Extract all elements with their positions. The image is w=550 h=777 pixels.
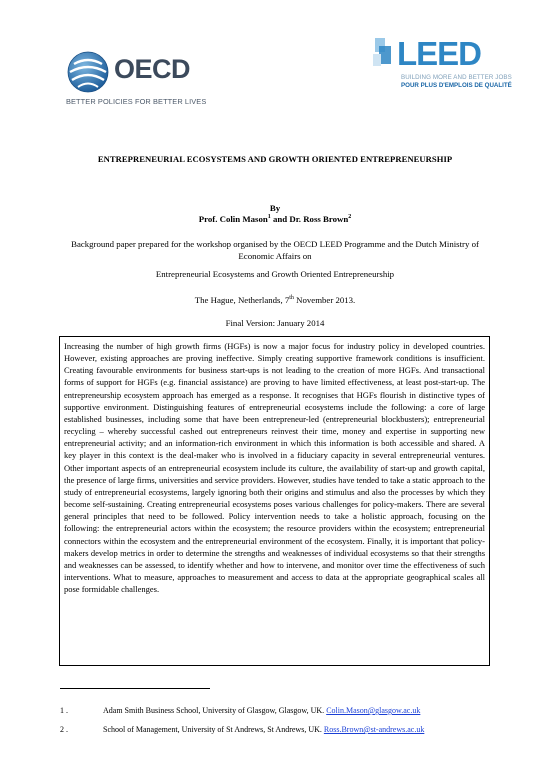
place-suffix: November 2013. — [293, 295, 356, 305]
version-line: Final Version: January 2014 — [225, 318, 325, 328]
oecd-globe-icon — [66, 50, 110, 94]
background-note: Background paper prepared for the workshop organised by the OECD LEED Programme and the Dutch Ministry of Economic Affairs on — [71, 239, 479, 261]
footnote-ref-2: 2 — [348, 214, 352, 221]
abstract-text: Increasing the number of high growth firms (HGFs) is now a major focus for industry policy in developed countries. However, existing approaches are proving ineffective. Simply creating supportive framework conditions is insufficient. Creating favourable environments for business start-ups is not leading to the creation of more HGFs. And transactional forms of support for HGFs (e.g. financial assistance) are proving to have limited effectiveness, at least post-start-up. The entrepreneurship ecosystem approach has emerged as a response. It recognises that HGFs flourish in distinctive types of supportive environment. Distinguishing features of entrepreneurial ecosystems include the following: a core of large established businesses, including some that have been entrepreneur-led (entrepreneurial blockbusters); entrepreneurial recycling – whereby successful cashed out entrepreneurs reinvest their time, money and expertise in supporting new entrepreneurial activity; and an information-rich environment in which this information is both accessible and shared. A key player in this context is the deal-maker who is involved in a fiduciary capacity in several entrepreneurial ventures. Other important aspects of an entrepreneurial ecosystem include its culture, the availability of start-up and growth capital, the presence of large firms, universities and service providers. However, studies have tended to take a static approach to the study of entrepreneurial ecosystems, largely ignoring both their origins and stimulus and also the processes by which they become self-sustaining. Creating entrepreneurial ecosystems poses various challenges for policy-makers. There are several general principles that need to be followed. Policy intervention needs to take a holistic approach, focusing on the following: the entrepreneurial actors within the ecosystem; the resource providers within the ecosystem; entrepreneurial connectors within the ecosystem and the entrepreneurial environment of the ecosystem. Finally, it is important that policy-makers develop metrics in order to determine the strengths and weaknesses of individual ecosystems so that their strengths and weaknesses can be assessed, to identify whether and how to intervene, and monitor over time the effectiveness of such interventions. What to measure, approaches to measurement and access to data at the appropriate geographical scales all pose formidable challenges. — [64, 341, 485, 595]
footnote-1 — [60, 706, 520, 715]
footnote-text: Adam Smith Business School, University of Glasgow, Glasgow, UK. — [103, 706, 327, 715]
oecd-wordmark: OECD — [114, 54, 191, 84]
leed-tagline-fr: POUR PLUS D'EMPLOIS DE QUALITÉ — [401, 82, 512, 89]
author-2: Dr. Ross Brown — [289, 214, 349, 224]
footnote-2 — [60, 725, 520, 734]
footnote-number: 1 . — [60, 706, 68, 715]
leed-wordmark: LEED — [397, 35, 482, 72]
email-link-brown[interactable]: Ross.Brown@st-andrews.ac.uk — [323, 725, 425, 734]
document-title: ENTREPRENEURIAL ECOSYSTEMS AND GROWTH ORIENTED ENTREPRENEURSHIP — [97, 154, 453, 164]
workshop-title: Entrepreneurial Ecosystems and Growth Oriented Entrepreneurship — [155, 269, 395, 279]
email-link-mason[interactable]: Colin.Mason@glasgow.ac.uk — [326, 706, 421, 715]
footnote-text: School of Management, University of St Andrews, St Andrews, UK. — [103, 725, 324, 734]
footnote-divider — [60, 688, 210, 689]
footnote-ref-1: 1 — [267, 214, 271, 221]
by-label: By — [269, 203, 281, 213]
leed-tagline-en: BUILDING MORE AND BETTER JOBS — [401, 74, 512, 81]
place-prefix: The Hague, Netherlands, 7 — [194, 295, 290, 305]
author-1: Prof. Colin Mason — [198, 214, 268, 224]
oecd-logo — [66, 50, 207, 106]
author-conjunction: and — [270, 214, 290, 224]
leed-mark-icon — [373, 36, 399, 70]
date-ordinal: th — [289, 295, 294, 302]
leed-logo — [373, 35, 512, 98]
place-date — [0, 295, 550, 305]
footnote-number: 2 . — [60, 725, 68, 734]
abstract-box — [59, 336, 490, 666]
authors-line — [0, 214, 550, 224]
oecd-tagline: BETTER POLICIES FOR BETTER LIVES — [66, 97, 207, 106]
